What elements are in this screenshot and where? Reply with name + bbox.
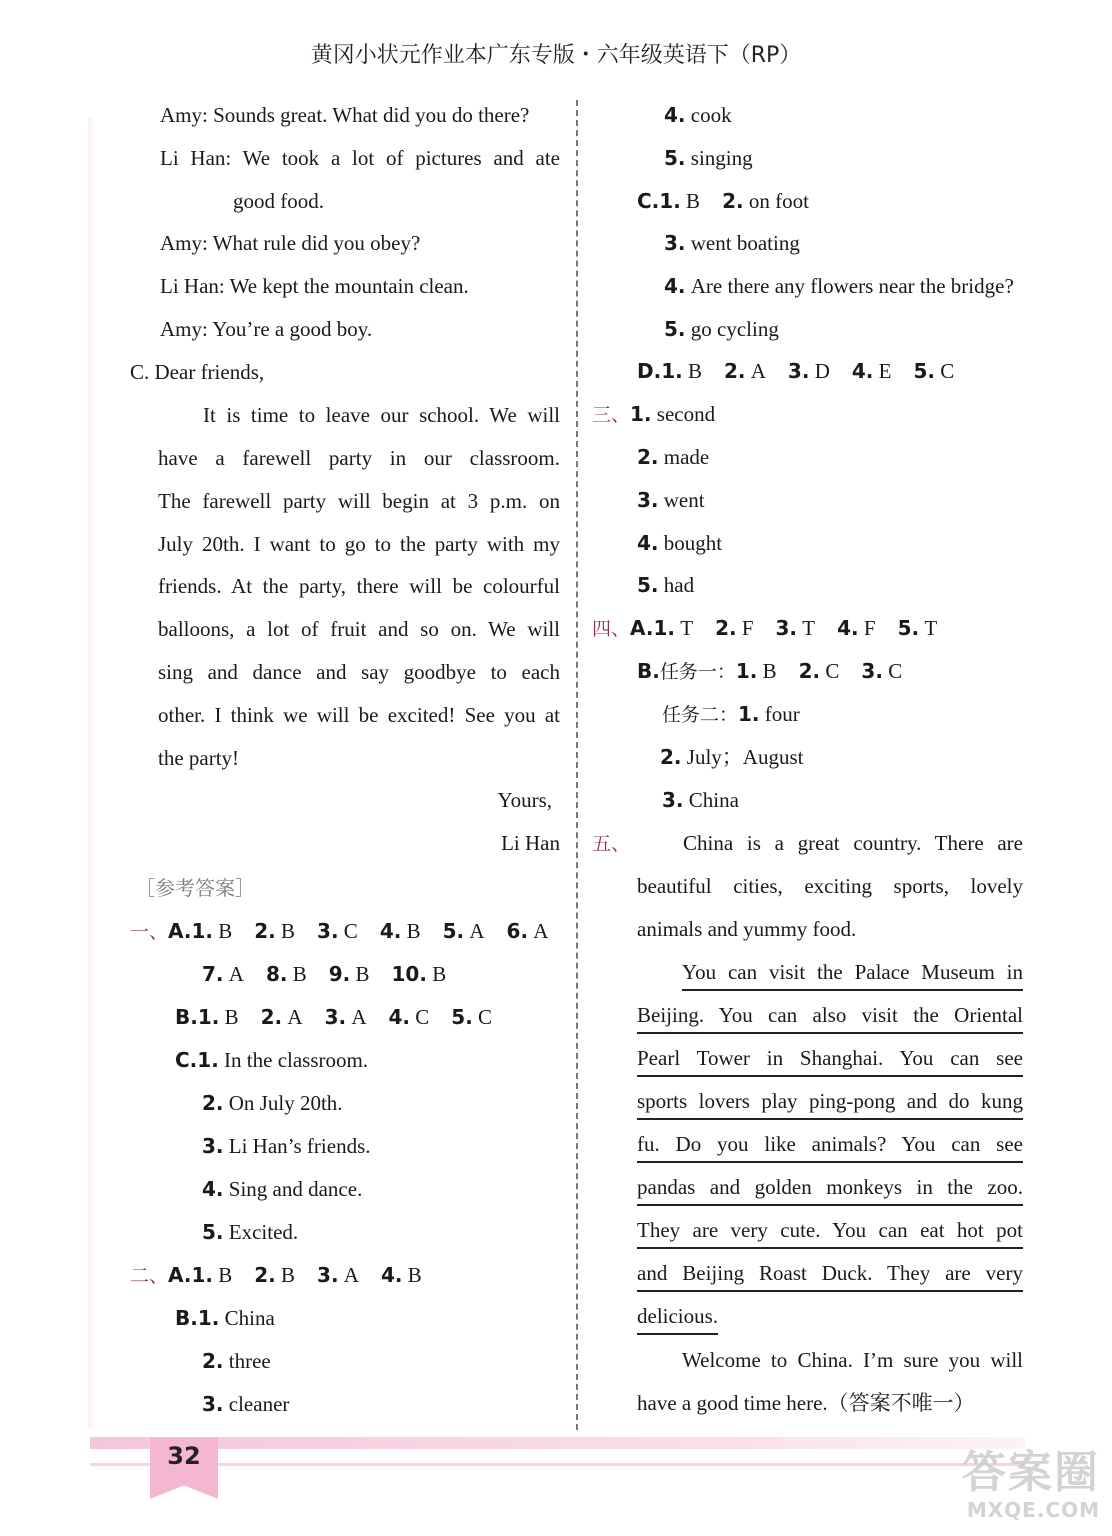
answer-num: 1. [197,1005,220,1029]
answer-row-3 [637,570,694,600]
answer-row-3 [637,485,705,515]
answer-num: 4. [380,1263,403,1287]
answer-value: singing [690,146,753,170]
page-header: 黄冈小状元作业本广东专版・六年级英语下（RP） [310,43,802,68]
answer-num: 5. [451,1005,473,1029]
answer-num: 2. [202,1091,224,1115]
answer-num: 8. [265,962,288,986]
answer-row-2c [664,271,1014,301]
answer-num: 1. [661,359,683,383]
letter-signature: Li Han [501,831,560,855]
answer-value: F [741,616,754,640]
answer-value: bought [663,531,723,555]
answer-row-1c [202,1217,298,1247]
answer-value: C [478,1005,493,1029]
dialogue-line: good food. [233,189,324,213]
answer-num: 1. [197,1048,219,1072]
column-divider [576,100,578,1430]
answer-value: made [663,445,710,469]
answer-value: B [762,659,777,683]
essay-line: Welcome to China. I’m sure you will [682,1348,1023,1372]
answer-value: A [343,1263,359,1287]
answer-value: China [688,788,739,812]
answer-value: A [228,962,244,986]
answer-value: China [224,1306,275,1330]
answer-num: 5. [664,317,686,341]
footer-band [90,1437,1025,1449]
answer-num: 3. [317,1263,339,1287]
answer-num: 1. [735,659,758,683]
answer-num: 1. [191,1263,213,1287]
answer-value: F [863,616,876,640]
answer-row-1a-cont [202,959,446,989]
section-number: 五、 [592,833,631,855]
answer-row-1c [202,1174,362,1204]
answer-row-1a [130,916,548,947]
answer-num: 2. [254,919,276,943]
answer-num: 10. [391,962,427,986]
part-label: B. [175,1005,198,1029]
answer-row-2b [202,1346,271,1376]
answer-value: went boating [690,231,800,255]
letter-closing: Yours, [497,788,552,812]
answer-num: 2. [260,1005,283,1029]
answer-num: 4. [379,919,402,943]
letter-line: The farewell party will begin at 3 p.m. on [158,489,560,513]
answer-value: Sing and dance. [228,1177,363,1201]
answer-num: 1. [738,702,760,726]
part-label: B. [175,1306,198,1330]
part-label: C. [175,1048,198,1072]
essay-underlined-line: You can visit the Palace Museum in [682,957,1023,991]
answer-row-4b-task2 [662,699,800,730]
answer-num: 4. [851,359,874,383]
part-label: C. [637,189,660,213]
answer-value: E [878,359,892,383]
answer-num: 3. [202,1392,224,1416]
answer-num: 3. [664,231,686,255]
part-label: B. [637,659,660,683]
answer-value: B [218,1263,233,1287]
answer-value: went [663,488,705,512]
answer-value: C [343,919,358,943]
answer-row-2c [664,228,800,258]
answer-value: B [218,919,233,943]
answer-num: 3. [662,788,684,812]
answer-value: go cycling [690,317,779,341]
answer-value: B [355,962,370,986]
answer-value: On July 20th. [228,1091,343,1115]
answer-value: had [663,573,695,597]
letter-line: friends. At the party, there will be colourful [158,574,560,598]
answer-row-2a [130,1260,422,1291]
part-label: D. [637,359,662,383]
letter-line: other. I think we will be excited! See you at [158,703,560,727]
answer-value: B [432,962,447,986]
answer-value: B [406,919,421,943]
answer-num: 2. [254,1263,276,1287]
answer-num: 3. [317,919,339,943]
answers-title: ［参考答案］ [135,876,255,900]
answer-row-4a [592,613,937,644]
essay-underlined-line: They are very cute. You can eat hot pot [637,1215,1023,1249]
part-label: A. [168,919,192,943]
answer-value: B [407,1263,422,1287]
essay-line: China is a great country. There are [683,831,1023,855]
part-label: A. [168,1263,192,1287]
part-label: A. [630,616,654,640]
answer-row-3 [637,528,722,558]
letter-label: C. [130,360,150,384]
letter-line: the party! [158,746,240,770]
letter-greeting: Dear friends, [154,360,265,384]
answer-row-1b [175,1002,492,1032]
section-number: 二、 [130,1265,169,1287]
letter-line: have a farewell party in our classroom. [158,446,560,470]
answer-value: July；August [686,745,804,769]
answer-row-2d [637,356,954,386]
answer-num: 3. [637,488,659,512]
answer-num: 3. [202,1134,224,1158]
answer-num: 2. [637,445,659,469]
answer-num: 4. [388,1005,411,1029]
essay-underlined-line: delicious. [637,1301,718,1335]
answer-row-2b [202,1389,289,1419]
watermark-logo [900,1448,1100,1528]
answer-value: B [281,1263,296,1287]
watermark-url: MXQE.COM [966,1498,1100,1522]
task-label: 任务二： [662,704,739,726]
answer-value: T [924,616,938,640]
answer-row-2b [175,1303,275,1333]
answer-num: 5. [897,616,920,640]
watermark-glyphs: 答案圈 [962,1447,1100,1498]
essay-line: beautiful cities, exciting sports, lovely [637,874,1023,898]
answer-num: 5. [442,919,465,943]
answer-num: 4. [637,531,659,555]
answer-row-4b-task2 [662,785,739,815]
footer-line [90,1463,1025,1466]
answer-num: 9. [328,962,351,986]
answer-value: cleaner [228,1392,290,1416]
dialogue-line: Amy: What rule did you obey? [160,231,421,255]
answer-value: second [656,402,716,426]
answer-row-1c [202,1131,371,1161]
answer-num: 3. [324,1005,347,1029]
answer-num: 2. [202,1349,224,1373]
section-number: 四、 [592,618,631,640]
section-number: 三、 [592,404,631,426]
answer-value: D [814,359,830,383]
answer-value: A [750,359,766,383]
answer-value: B [281,919,296,943]
answer-value: B [686,189,701,213]
answer-value: T [802,616,816,640]
answer-num: 6. [506,919,529,943]
answer-num: 5. [913,359,935,383]
answer-value: cook [690,103,732,127]
essay-underlined-line: Pearl Tower in Shanghai. You can see [637,1043,1023,1077]
answer-num: 2. [723,359,746,383]
letter-line: July 20th. I want to go to the party with my [158,532,560,556]
task-label: 任务一： [659,661,736,683]
answer-row-3 [592,399,715,430]
letter-line: balloons, a lot of fruit and so on. We will [158,617,560,641]
essay-underlined-line: Beijing. You can also visit the Oriental [637,1000,1023,1034]
answer-num: 1. [630,402,652,426]
dialogue-line: Li Han: We took a lot of pictures and ate [160,146,560,170]
answer-num: 2. [722,189,744,213]
answer-num: 3. [861,659,883,683]
answer-num: 2. [660,745,682,769]
letter-heading [130,357,264,387]
essay-line: animals and yummy food. [637,917,857,941]
answer-value: B [224,1005,239,1029]
dialogue-line: Amy: You’re a good boy. [160,317,373,341]
answer-value: C [415,1005,430,1029]
answer-value: on foot [748,189,809,213]
essay-line: have a good time here.（答案不唯一） [637,1391,975,1415]
answer-value: C [888,659,903,683]
answer-value: B [687,359,702,383]
answer-num: 5. [664,146,686,170]
dialogue-line: Li Han: We kept the mountain clean. [160,274,469,298]
essay-underlined-line: and Beijing Roast Duck. They are very [637,1258,1023,1292]
answer-row-4b [637,656,902,687]
answer-num: 3. [775,616,798,640]
essay-underlined-line: fu. Do you like animals? You can see [637,1129,1023,1163]
answer-row-2b-cont [664,143,753,173]
page-edge-decoration [88,118,96,1428]
answer-num: 4. [202,1177,224,1201]
answer-num: 4. [837,616,859,640]
answer-value: A [351,1005,367,1029]
answer-row-2c [637,186,809,216]
answer-num: 1. [653,616,675,640]
answer-value: In the classroom. [224,1048,369,1072]
answer-value: Are there any flowers near the bridge? [690,274,1014,298]
answer-num: 4. [664,274,686,298]
answer-num: 7. [202,962,224,986]
answer-num: 1. [659,189,681,213]
answer-num: 5. [202,1220,224,1244]
essay-underlined-line: sports lovers play ping-pong and do kung [637,1086,1023,1120]
answer-value: four [764,702,800,726]
answer-value: C [825,659,840,683]
answer-num: 1. [197,1306,220,1330]
answer-num: 1. [191,919,213,943]
letter-line: It is time to leave our school. We will [203,403,560,427]
answer-num: 3. [787,359,810,383]
answer-value: T [680,616,694,640]
answer-num: 5. [637,573,659,597]
answer-row-2c [664,314,779,344]
answer-row-3 [637,442,709,472]
answer-row-1c [202,1088,343,1118]
essay-underlined-line: pandas and golden monkeys in the zoo. [637,1172,1023,1206]
answer-num: 2. [798,659,821,683]
answer-row-2b-cont [664,100,732,130]
answer-num: 4. [664,103,686,127]
section-number: 一、 [130,921,169,943]
answer-value: Li Han’s friends. [228,1134,371,1158]
answer-row-4b-task2 [660,742,803,772]
answer-value: Excited. [228,1220,299,1244]
answer-value: three [228,1349,271,1373]
answer-value: A [533,919,549,943]
answer-row-1c [175,1045,368,1075]
letter-line: sing and dance and say goodbye to each [158,660,560,684]
answer-value: B [292,962,307,986]
dialogue-line: Amy: Sounds great. What did you do there? [160,103,530,127]
page-number: 32 [167,1442,201,1470]
answer-value: C [940,359,955,383]
answer-value: A [287,1005,303,1029]
answer-value: A [469,919,485,943]
answer-num: 2. [715,616,737,640]
